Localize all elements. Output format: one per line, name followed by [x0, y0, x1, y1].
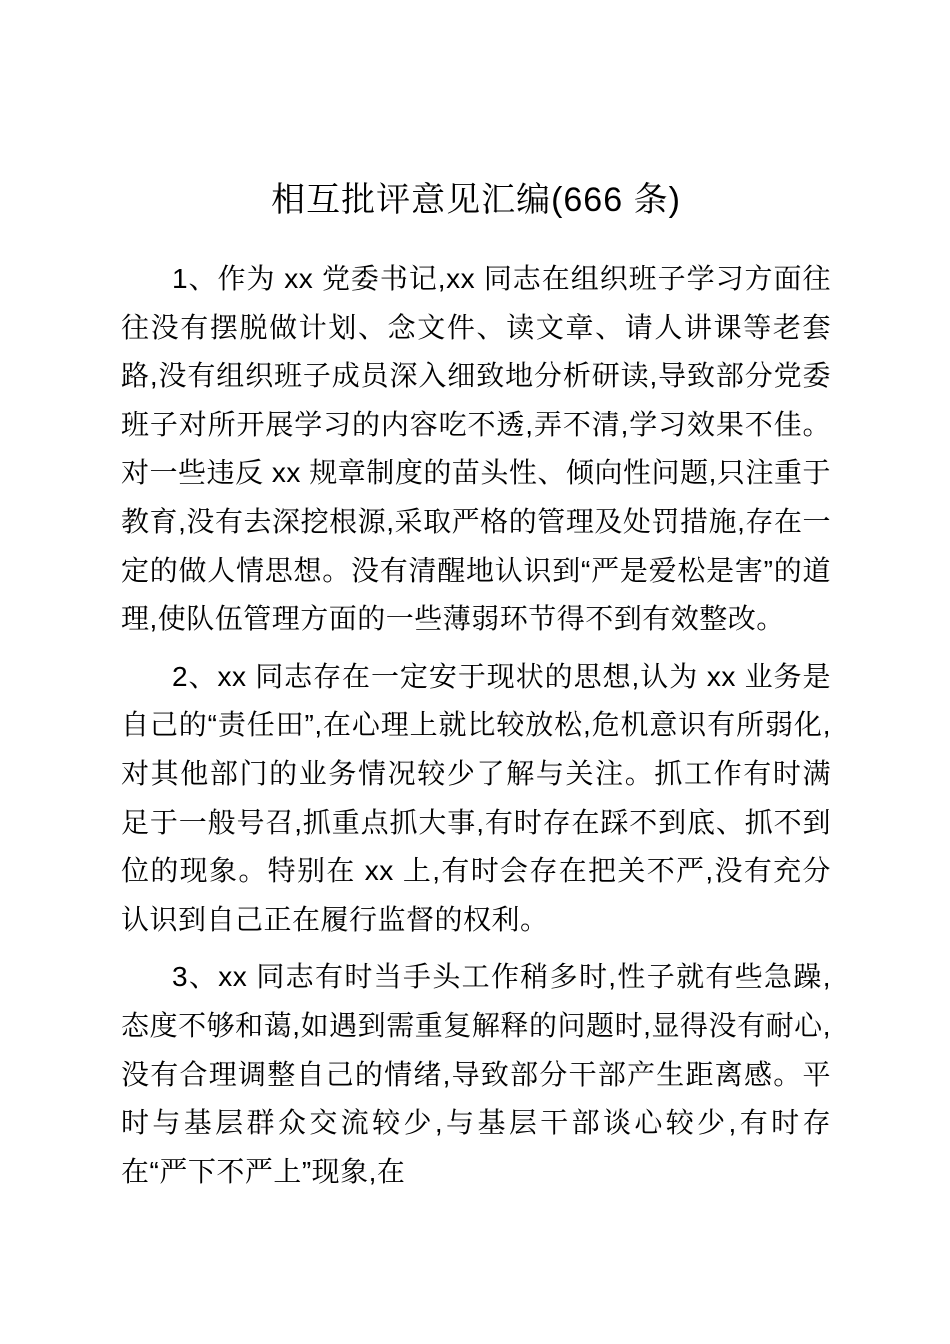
- paragraph-2: 2、xx 同志存在一定安于现状的思想,认为 xx 业务是自己的“责任田”,在心理上就比较放松,危机意识有所弱化,对其他部门的业务情况较少了解与关注。抓工作有时满足于一般号召,抓重点抓大事,有时存在踩不到底、抓不到位的现象。特别在 xx 上,有时会存在把关不严,没有充分认识到自己正在履行监督的权利。: [121, 660, 831, 935]
- document-content: [0, 180, 950, 1196]
- paragraph-3: 3、xx 同志有时当手头工作稍多时,性子就有些急躁,态度不够和蔼,如遇到需重复解释的问题时,显得没有耐心,没有合理调整自己的情绪,导致部分干部产生距离感。平时与基层群众交流较少,与基层干部谈心较少,有时存在“严下不严上”现象,在: [121, 961, 831, 1187]
- page-title: 相互批评意见汇编(666 条): [271, 181, 681, 219]
- paragraph-1: 1、作为 xx 党委书记,xx 同志在组织班子学习方面往往没有摆脱做计划、念文件、读文章、请人讲课等老套路,没有组织班子成员深入细致地分析研读,导致部分党委班子对所开展学习的内容吃不透,弄不清,学习效果不佳。对一些违反 xx 规章制度的苗头性、倾向性问题,只注重于教育,没有去深挖根源,采取严格的管理及处罚措施,存在一定的做人情思想。没有清醒地认识到“严是爱松是害”的道理,使队伍管理方面的一些薄弱环节得不到有效整改。: [121, 263, 831, 635]
